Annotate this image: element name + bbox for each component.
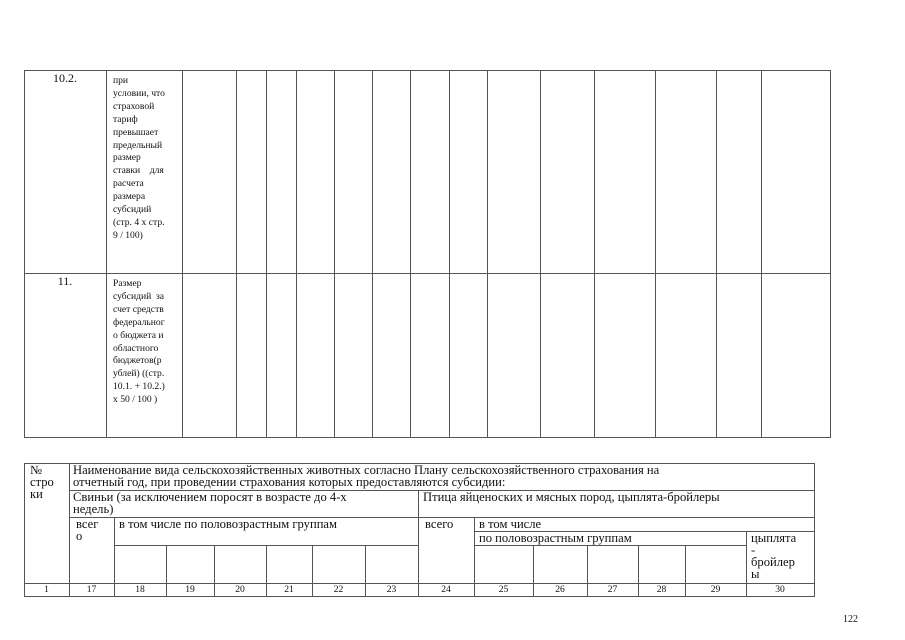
column-number: 1 xyxy=(44,584,49,595)
broilers-header: цыплята - бройлер ы xyxy=(751,531,797,581)
row-description: Размер субсидий за счет средств федеральног о бюджета и областного бюджетов(р ублей) ((стр. 10.1. + 10.2.) х 50 / 100 ) xyxy=(113,278,165,406)
column-number: 23 xyxy=(386,584,397,595)
pigs-header: Свиньи (за исключением поросят в возрасте до 4-х xyxy=(73,490,347,504)
poultry-header: Птица яйценоских и мясных пород, цыплята-бройлеры xyxy=(423,490,720,504)
column-number: 24 xyxy=(441,584,451,595)
column-number: 28 xyxy=(656,584,667,595)
row-description: при условии, что страховой тариф превышает предельный размер ставки для расчета размера субсидий (стр. 4 х стр. 9 / 100) xyxy=(113,75,165,241)
page-number: 122 xyxy=(843,614,858,625)
age-groups-header: в том числе по половозрастным группам xyxy=(119,517,337,531)
row-number-header: № стро ки xyxy=(30,463,54,501)
column-number: 25 xyxy=(498,584,509,595)
animal-type-title-cont: отчетный год, при проведении страхования которых предоставляются субсидии: xyxy=(73,475,506,489)
total-pigs-header: всег о xyxy=(76,517,99,543)
animal-type-title: Наименование вида сельскохозяйственных животных согласно Плану сельскохозяйственного страхования на xyxy=(73,463,660,477)
column-number: 17 xyxy=(86,584,97,595)
column-number: 30 xyxy=(775,584,785,595)
including-header: в том числе xyxy=(479,517,542,531)
column-number: 19 xyxy=(185,584,195,595)
total-poultry-header: всего xyxy=(425,517,454,531)
column-number: 29 xyxy=(710,584,721,595)
column-number: 26 xyxy=(555,584,565,595)
pigs-header-cont: недель) xyxy=(73,502,114,516)
column-number: 22 xyxy=(333,584,344,595)
row-number: 11. xyxy=(57,274,73,288)
column-number: 18 xyxy=(135,584,145,595)
column-number: 27 xyxy=(607,584,618,595)
column-number: 21 xyxy=(284,584,294,595)
poultry-age-groups-header: по половозрастным группам xyxy=(479,531,632,545)
row-number: 10.2. xyxy=(53,71,77,85)
column-number: 20 xyxy=(235,584,245,595)
